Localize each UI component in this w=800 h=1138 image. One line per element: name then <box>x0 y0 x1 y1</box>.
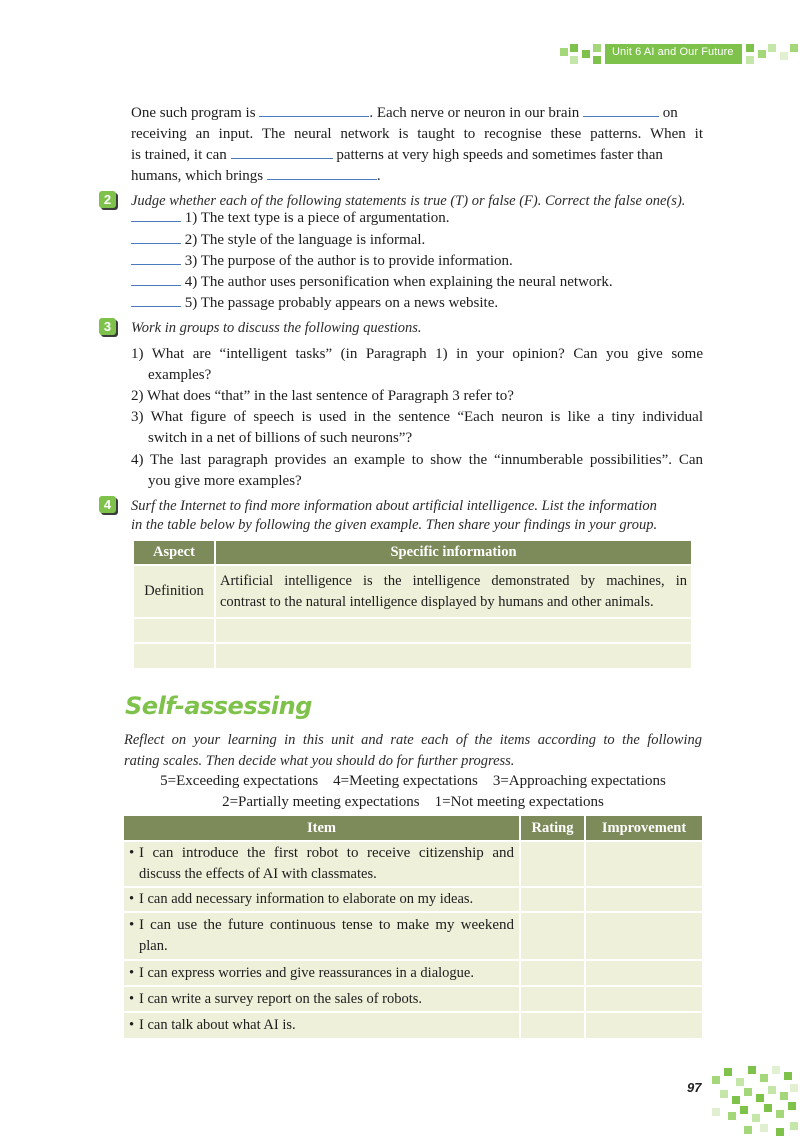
improvement-cell[interactable] <box>585 912 702 960</box>
blank-input-4[interactable] <box>267 167 377 180</box>
task-2-badge: 2 <box>99 191 116 208</box>
rating-cell[interactable] <box>520 887 585 912</box>
empty-aspect-cell[interactable] <box>134 618 215 643</box>
assessment-item: • I can write a survey report on the sales of robots. <box>124 986 520 1012</box>
rating-cell[interactable] <box>520 1012 585 1038</box>
header-rating: Rating <box>520 816 585 841</box>
bullet-icon: • <box>129 845 135 861</box>
para-line-3: is trained, it can patterns at very high speeds and sometimes faster than <box>131 147 663 163</box>
header-item: Item <box>124 816 520 841</box>
task-3-badge: 3 <box>99 318 116 335</box>
header-specific-information: Specific information <box>215 541 691 565</box>
assessment-item: • I can add necessary information to elaborate on my ideas. <box>124 887 520 912</box>
aspect-definition: Definition <box>134 565 215 618</box>
improvement-cell[interactable] <box>585 986 702 1012</box>
bullet-icon: • <box>129 990 135 1007</box>
definition-info: Artificial intelligence is the intelligence demonstrated by machines, in contrast to the natural intelligence displayed by humans and other animals. <box>215 565 691 618</box>
question-1-line-2: examples? <box>148 367 212 383</box>
question-2: 2) What does “that” in the last sentence of Paragraph 3 refer to? <box>131 388 514 404</box>
answer-blank[interactable] <box>131 273 181 286</box>
statement-5: 5) The passage probably appears on a news website. <box>131 293 498 314</box>
self-assessing-intro-1: Reflect on your learning in this unit and rate each of the items according to the following <box>124 732 702 748</box>
self-assessing-title: Self-assessing <box>125 692 312 720</box>
question-3-line-1: 3) What figure of speech is used in the sentence “Each neuron is like a tiny individual <box>131 409 703 425</box>
bullet-icon: • <box>129 964 135 981</box>
question-3-line-2: switch in a net of billions of such neurons”? <box>148 430 413 446</box>
task-2-instruction: Judge whether each of the following statements is true (T) or false (F). Correct the false one(s). <box>131 193 686 209</box>
task-4-badge: 4 <box>99 496 116 513</box>
improvement-cell[interactable] <box>585 887 702 912</box>
blank-input-1[interactable] <box>259 104 369 117</box>
rating-scale-line-1: 5=Exceeding expectations 4=Meeting expectations 3=Approaching expectations <box>160 773 666 789</box>
bullet-icon: • <box>129 1017 135 1033</box>
para-line-2: receiving an input. The neural network is taught to recognise these patterns. When it <box>131 126 703 142</box>
blank-input-2[interactable] <box>583 104 659 117</box>
header-improvement: Improvement <box>585 816 702 841</box>
answer-blank[interactable] <box>131 231 181 244</box>
rating-scale-line-2: 2=Partially meeting expectations 1=Not meeting expectations <box>222 794 604 810</box>
assessment-item: • I can use the future continuous tense to make my weekend plan. <box>124 912 520 960</box>
rating-cell[interactable] <box>520 960 585 986</box>
bullet-icon: • <box>129 917 135 933</box>
rating-cell[interactable] <box>520 912 585 960</box>
para-line-4: humans, which brings . <box>131 168 381 184</box>
improvement-cell[interactable] <box>585 841 702 887</box>
statement-4: 4) The author uses personification when explaining the neural network. <box>131 272 613 293</box>
task-4-instruction-2: in the table below by following the given example. Then share your findings in your group. <box>131 517 658 533</box>
empty-info-cell[interactable] <box>215 643 691 668</box>
unit-label: Unit 6 AI and Our Future <box>612 46 734 58</box>
assessment-item: • I can introduce the first robot to receive citizenship and discuss the effects of AI with classmates. <box>124 841 520 887</box>
answer-blank[interactable] <box>131 294 181 307</box>
statement-2: 2) The style of the language is informal. <box>131 230 425 251</box>
question-4-line-1: 4) The last paragraph provides an example to show the “innumberable possibilities”. Can <box>131 452 703 468</box>
para-line-1: One such program is . Each nerve or neuron in our brain on <box>131 105 678 121</box>
page-number: 97 <box>687 1080 702 1095</box>
rating-cell[interactable] <box>520 986 585 1012</box>
info-table <box>134 541 691 668</box>
answer-blank[interactable] <box>131 252 181 265</box>
statement-1: 1) The text type is a piece of argumentation. <box>131 208 450 229</box>
task-4-instruction-1: Surf the Internet to find more information about artificial intelligence. List the information <box>131 498 657 514</box>
assessment-item: • I can talk about what AI is. <box>124 1012 520 1038</box>
task-3-instruction: Work in groups to discuss the following questions. <box>131 320 422 336</box>
improvement-cell[interactable] <box>585 1012 702 1038</box>
header-aspect: Aspect <box>134 541 215 565</box>
bullet-icon: • <box>129 891 135 907</box>
improvement-cell[interactable] <box>585 960 702 986</box>
assessment-item: • I can express worries and give reassurances in a dialogue. <box>124 960 520 986</box>
self-assessment-table <box>124 816 702 1038</box>
empty-info-cell[interactable] <box>215 618 691 643</box>
question-4-line-2: you give more examples? <box>148 473 302 489</box>
self-assessing-intro-2: rating scales. Then decide what you should do for further progress. <box>124 753 515 769</box>
statement-3: 3) The purpose of the author is to provide information. <box>131 251 513 272</box>
empty-aspect-cell[interactable] <box>134 643 215 668</box>
blank-input-3[interactable] <box>231 146 333 159</box>
question-1-line-1: 1) What are “intelligent tasks” (in Paragraph 1) in your opinion? Can you give some <box>131 346 703 362</box>
rating-cell[interactable] <box>520 841 585 887</box>
answer-blank[interactable] <box>131 209 181 222</box>
